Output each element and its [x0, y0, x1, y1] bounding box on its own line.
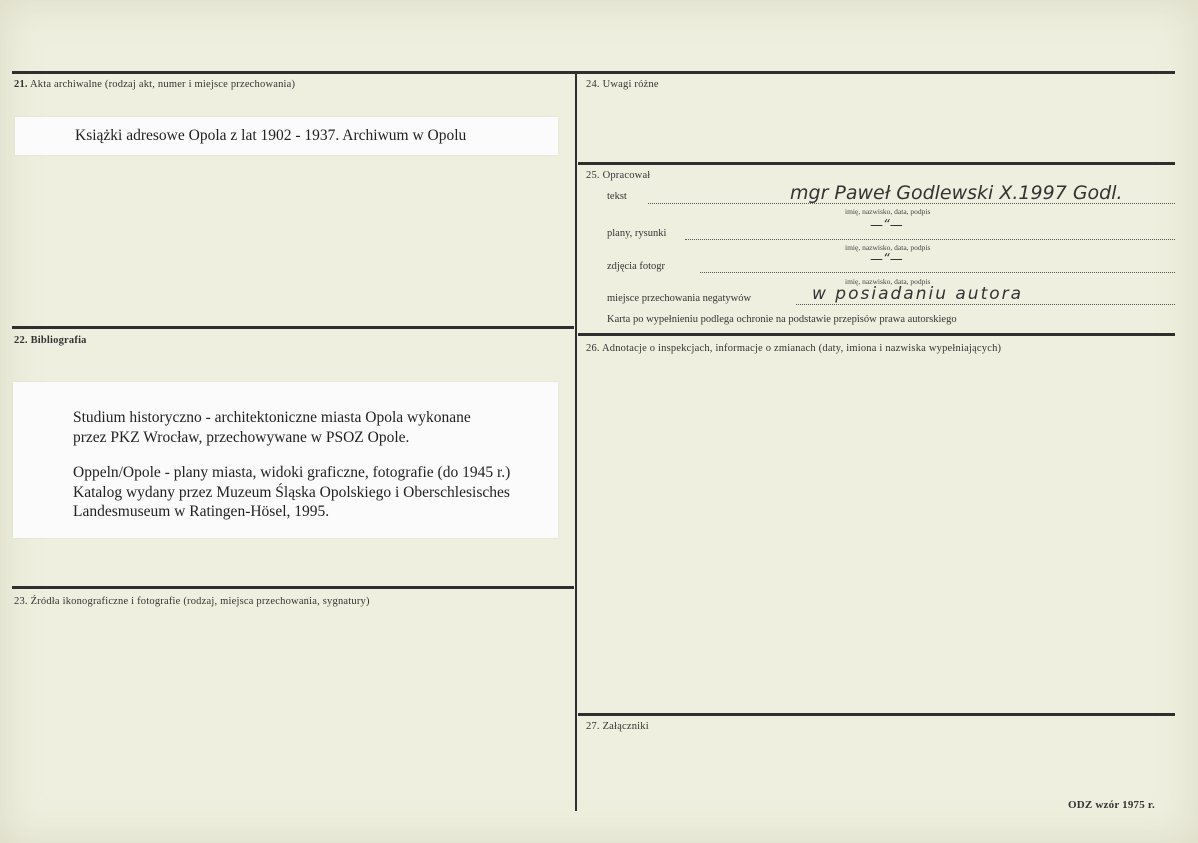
section-24-number: 24.: [586, 79, 600, 90]
section-24-label: [586, 79, 659, 90]
plany-dotted-line: [685, 239, 1175, 240]
section-25-label: [586, 170, 650, 181]
negatywy-value: w posiadaniu autora: [812, 284, 1024, 304]
form-footer-text: ODZ wzór 1975 r.: [1068, 799, 1155, 811]
form-footer: [1068, 799, 1155, 811]
negatywy-dotted-line: [796, 304, 1175, 305]
zdjecia-label: zdjęcia fotogr: [607, 261, 666, 272]
top-rule: [12, 71, 1175, 74]
zdjecia-caption: imię, nazwisko, data, podpis: [845, 277, 931, 286]
section-21-number: 21.: [14, 79, 28, 90]
archival-note: Książki adresowe Opola z lat 1902 - 1937. Archiwum w Opolu: [75, 127, 467, 144]
zdjecia-dotted-line: [700, 272, 1175, 273]
section-25-number: 25.: [586, 170, 600, 181]
bibliography-line-5: Landesmuseum w Ratingen-Hösel, 1995.: [73, 503, 330, 520]
section-22-label: [14, 335, 87, 346]
section-22-title: Bibliografia: [30, 335, 87, 346]
section-27-label: [586, 721, 649, 732]
section-23-number: 23.: [14, 596, 28, 607]
plany-label: plany, rysunki: [607, 228, 667, 239]
bibliography-line-4: Katalog wydany przez Muzeum Śląska Opolskiego i Oberschlesisches: [73, 484, 510, 501]
section-27-title: Załączniki: [602, 721, 649, 732]
zdjecia-value: —“—: [870, 252, 903, 267]
rule-22-left: [12, 326, 574, 329]
section-24-title: Uwagi różne: [602, 79, 659, 90]
plany-caption: imię, nazwisko, data, podpis: [845, 243, 931, 252]
rule-27-right: [578, 713, 1175, 716]
section-23-title: Źródła ikonograficzne i fotografie (rodzaj, miejsca przechowania, sygnatury): [30, 596, 370, 607]
section-27-number: 27.: [586, 721, 600, 732]
section-25-title: Opracował: [602, 170, 651, 181]
tekst-signature: mgr Paweł Godlewski X.1997 Godl.: [790, 182, 1123, 204]
rule-26-right: [578, 333, 1175, 336]
section-26-title: Adnotacje o inspekcjach, informacje o zmianach (daty, imiona i nazwiska wypełniających): [601, 343, 1002, 354]
bibliography-line-2: przez PKZ Wrocław, przechowywane w PSOZ Opole.: [73, 429, 410, 446]
negatywy-label: miejsce przechowania negatywów: [607, 293, 752, 304]
center-divider: [575, 71, 577, 811]
section-21-label: [14, 79, 295, 90]
section-26-number: 26.: [586, 343, 600, 354]
copyright-note: Karta po wypełnieniu podlega ochronie na podstawie przepisów prawa autorskiego: [607, 314, 957, 325]
rule-25-right: [578, 162, 1175, 165]
tekst-caption: imię, nazwisko, data, podpis: [845, 207, 931, 216]
tekst-label: tekst: [607, 191, 627, 202]
rule-23-left: [12, 586, 574, 589]
section-21-title: Akta archiwalne (rodzaj akt, numer i miejsce przechowania): [29, 79, 296, 90]
section-23-label: [14, 596, 370, 607]
bibliography-line-3: Oppeln/Opole - plany miasta, widoki graficzne, fotografie (do 1945 r.): [73, 464, 511, 481]
bibliography-line-1: Studium historyczno - architektoniczne miasta Opola wykonane: [73, 409, 471, 426]
plany-value: —“—: [870, 218, 903, 233]
section-22-number: 22.: [14, 335, 28, 346]
section-26-label: [586, 343, 1001, 354]
